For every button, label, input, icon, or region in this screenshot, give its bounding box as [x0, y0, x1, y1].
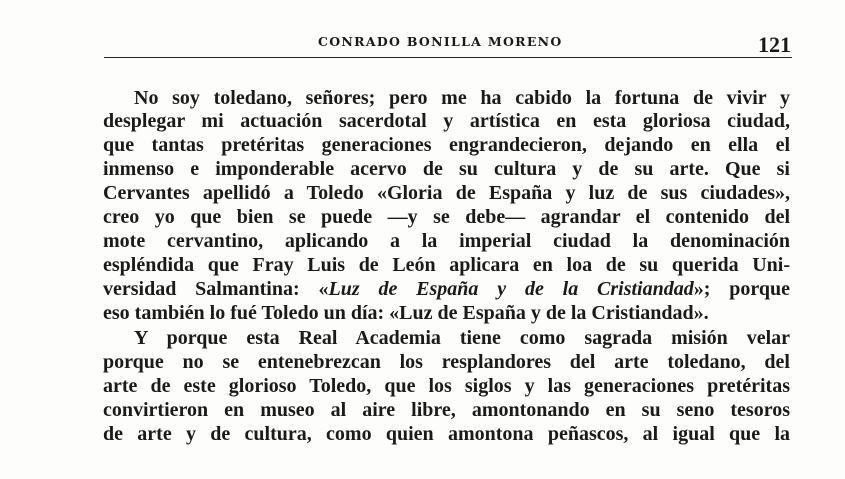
text-line: convirtieron en museo al aire libre, amontonando en su seno tesoros — [103, 399, 790, 421]
text-line: mote cervantino, aplicando a la imperial ciudad la denominación — [103, 230, 790, 252]
text-line: eso también lo fué Toledo un día: «Luz de España y de la Cristiandad». — [103, 302, 709, 324]
text-line: inmenso e imponderable acervo de su cultura y de su arte. Que si — [103, 158, 790, 180]
text-line: desplegar mi actuación sacerdotal y artística en esta gloriosa ciudad, — [103, 110, 790, 132]
text-line: arte de este glorioso Toledo, que los siglos y las generaciones pretéritas — [103, 375, 790, 397]
text-line: versidad Salmantina: «Luz de España y de la Cristiandad»; porque — [103, 278, 791, 300]
page-number: 121 — [758, 32, 791, 57]
text-line: creo yo que bien se puede —y se debe— agrandar el contenido del — [103, 206, 790, 228]
text-line: que tantas pretéritas generaciones engrandecieron, dejando en ella el — [103, 134, 790, 156]
text-line: porque no se entenebrezcan los resplandores del arte toledano, del — [103, 351, 790, 373]
text-line: de arte y de cultura, como quien amontona peñascos, al igual que la — [103, 423, 790, 445]
text-line: No soy toledano, señores; pero me ha cabido la fortuna de vivir y — [134, 87, 790, 109]
italic-title: Luz de España y de la Cristiandad — [328, 278, 694, 300]
header-rule — [104, 57, 792, 58]
text-line: Y porque esta Real Academia tiene como sagrada misión velar — [134, 327, 790, 349]
text-line: espléndida que Fray Luis de León aplicara en loa de su querida Uni- — [103, 254, 790, 276]
text-line: Cervantes apellidó a Toledo «Gloria de España y luz de sus ciudades», — [103, 182, 790, 204]
running-head: CONRADO BONILLA MORENO — [318, 34, 563, 49]
